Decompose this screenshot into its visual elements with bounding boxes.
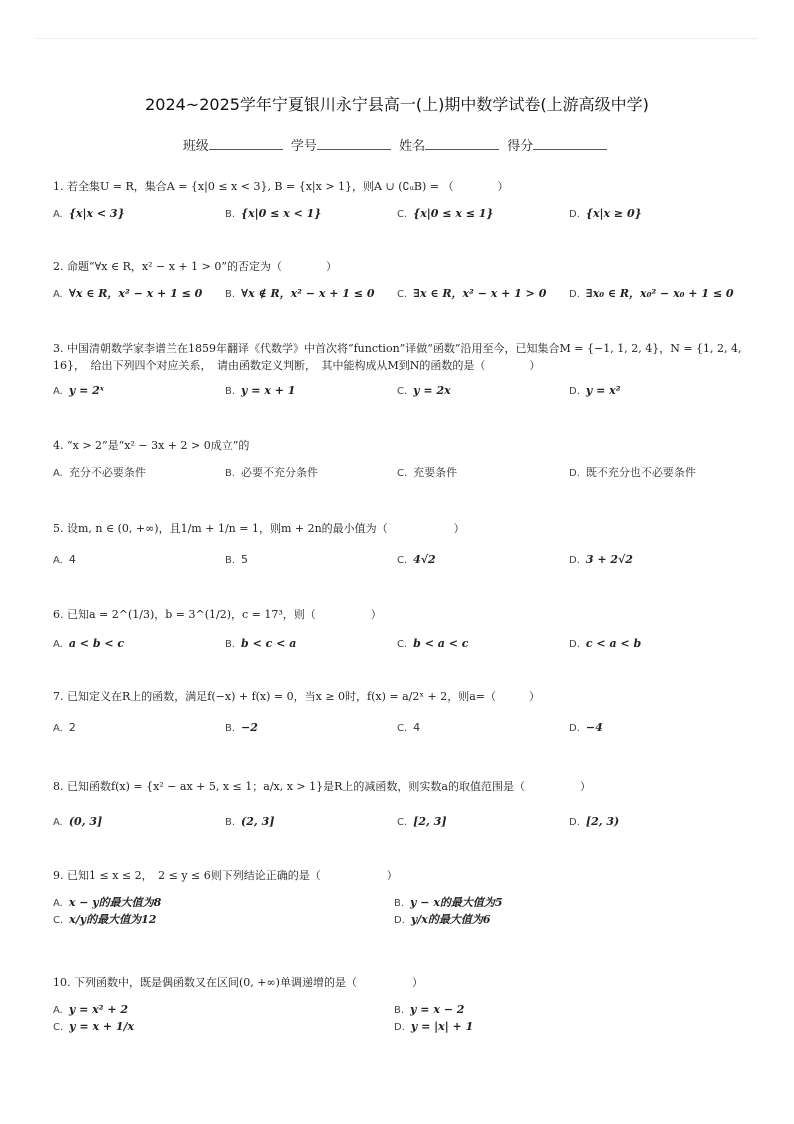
question-stem: 下列函数中，既是偶函数又在区间(0, +∞)单调递增的是（ ） (74, 976, 423, 989)
question-stem: 设m, n ∈ (0, +∞)，且1/m + 1/n = 1，则m + 2n的最小值为（ ） (67, 522, 465, 535)
option-c[interactable]: C. y = 2x (397, 384, 451, 397)
info-number-label: 学号 (290, 139, 317, 154)
option-d[interactable]: D. [2, 3) (569, 815, 620, 828)
question-stem: 已知a = 2^(1/3)，b = 3^(1/2)，c = 17³，则（ ） (67, 608, 382, 621)
header-divider (36, 38, 758, 39)
option-a[interactable]: A. 2 (53, 721, 76, 734)
question-number: 3. (53, 342, 64, 355)
question-4 (53, 437, 753, 481)
options (53, 894, 753, 928)
option-a[interactable]: A. y = 2ˣ (53, 384, 104, 397)
question-stem: “x > 2”是“x² − 3x + 2 > 0成立”的 (67, 439, 250, 452)
option-c[interactable]: C. b < a < c (397, 637, 469, 650)
question-stem: 若全集U = R，集合A = {x|0 ≤ x < 3}, B = {x|x > 1}，则A ∪ (∁ᵤB) = （ ） (67, 180, 509, 193)
question-6 (53, 606, 753, 652)
option-d[interactable]: D. −4 (569, 721, 603, 734)
option-b[interactable]: B. {x|0 ≤ x < 1} (225, 207, 322, 220)
question-stem: 已知1 ≤ x ≤ 2， 2 ≤ y ≤ 6则下列结论正确的是（ ） (67, 869, 398, 882)
option-c[interactable]: C. 4 (397, 721, 421, 734)
question-3 (53, 340, 753, 399)
options (53, 813, 753, 830)
options (53, 382, 753, 399)
question-stem: 已知函数f(x) = {x² − ax + 5, x ≤ 1；a/x, x > 1}是R上的减函数，则实数a的取值范围是（ ） (67, 780, 591, 793)
option-d[interactable]: D. y = |x| + 1 (394, 1020, 474, 1033)
option-b[interactable]: B. 5 (225, 553, 249, 566)
option-b[interactable]: B. 必要不充分条件 (225, 466, 319, 479)
option-d[interactable]: D. c < a < b (569, 637, 642, 650)
option-d[interactable]: D. y = x² (569, 384, 621, 397)
option-c[interactable]: C. {x|0 ≤ x ≤ 1} (397, 207, 494, 220)
option-b[interactable]: B. (2, 3] (225, 815, 275, 828)
option-a[interactable]: A. a < b < c (53, 637, 125, 650)
option-b[interactable]: B. y = x + 1 (225, 384, 296, 397)
question-7 (53, 688, 753, 736)
option-d[interactable]: D. y/x的最大值为6 (394, 913, 491, 926)
question-5 (53, 520, 753, 568)
option-b[interactable]: B. b < c < a (225, 637, 297, 650)
question-2 (53, 258, 753, 302)
question-number: 8. (53, 780, 64, 793)
options (53, 635, 753, 652)
options (53, 719, 753, 736)
option-d[interactable]: D. {x|x ≥ 0} (569, 207, 642, 220)
option-d[interactable]: D. 既不充分也不必要条件 (569, 466, 696, 479)
question-stem: 命题“∀x ∈ R，x² − x + 1 > 0”的否定为（ ） (67, 260, 337, 273)
info-score-blank[interactable] (533, 137, 607, 150)
question-number: 9. (53, 869, 64, 882)
info-name-blank[interactable] (425, 137, 499, 150)
question-stem: 中国清朝数学家李谱兰在1859年翻译《代数学》中首次将“function”译做“函数”沿用至今，已知集合M = {−1, 1, 2, 4}，N = {1, 2, 4, 16}， 给出下列四个对应关系， 请由函数定义判断， 其中能构成从M到N的函数的是（ ） (53, 342, 742, 372)
info-score-label: 得分 (507, 139, 534, 154)
question-10 (53, 974, 753, 1035)
student-info-row (0, 135, 794, 154)
info-class-label: 班级 (182, 139, 209, 154)
option-c[interactable]: C. 4√2 (397, 553, 436, 566)
option-a[interactable]: A. y = x² + 2 (53, 1003, 129, 1016)
option-a[interactable]: A. x − y的最大值为8 (53, 896, 162, 909)
option-a[interactable]: A. (0, 3] (53, 815, 103, 828)
question-9 (53, 867, 753, 928)
options (53, 1001, 753, 1035)
info-name-label: 姓名 (399, 139, 426, 154)
question-number: 4. (53, 439, 64, 452)
exam-title: 2024~2025学年宁夏银川永宁县高一(上)期中数学试卷(上游高级中学) (145, 95, 649, 114)
question-number: 2. (53, 260, 64, 273)
options (53, 464, 753, 481)
info-class-blank[interactable] (209, 137, 283, 150)
option-c[interactable]: C. y = x + 1/x (53, 1020, 135, 1033)
question-number: 5. (53, 522, 64, 535)
option-b[interactable]: B. y = x − 2 (394, 1003, 465, 1016)
option-a[interactable]: A. 4 (53, 553, 76, 566)
question-1 (53, 178, 753, 222)
option-c[interactable]: C. x/y的最大值为12 (53, 913, 157, 926)
option-c[interactable]: C. 充要条件 (397, 466, 458, 479)
option-d[interactable]: D. 3 + 2√2 (569, 553, 633, 566)
options (53, 205, 753, 222)
question-number: 1. (53, 180, 64, 193)
option-a[interactable]: A. 充分不必要条件 (53, 466, 146, 479)
option-d[interactable]: D. ∃x₀ ∈ R，x₀² − x₀ + 1 ≤ 0 (569, 287, 734, 300)
option-a[interactable]: A. {x|x < 3} (53, 207, 125, 220)
question-number: 7. (53, 690, 64, 703)
options (53, 285, 753, 302)
option-a[interactable]: A. ∀x ∈ R，x² − x + 1 ≤ 0 (53, 287, 203, 300)
option-b[interactable]: B. −2 (225, 721, 258, 734)
question-8 (53, 778, 753, 830)
option-c[interactable]: C. ∃x ∈ R，x² − x + 1 > 0 (397, 287, 547, 300)
options (53, 551, 753, 568)
option-b[interactable]: B. y − x的最大值为5 (394, 896, 503, 909)
option-b[interactable]: B. ∀x ∉ R，x² − x + 1 ≤ 0 (225, 287, 375, 300)
question-stem: 已知定义在R上的函数，满足f(−x) + f(x) = 0，当x ≥ 0时，f(x) = a/2ˣ + 2，则a=（ ） (67, 690, 541, 703)
question-number: 10. (53, 976, 71, 989)
info-number-blank[interactable] (317, 137, 391, 150)
option-c[interactable]: C. [2, 3] (397, 815, 447, 828)
question-number: 6. (53, 608, 64, 621)
